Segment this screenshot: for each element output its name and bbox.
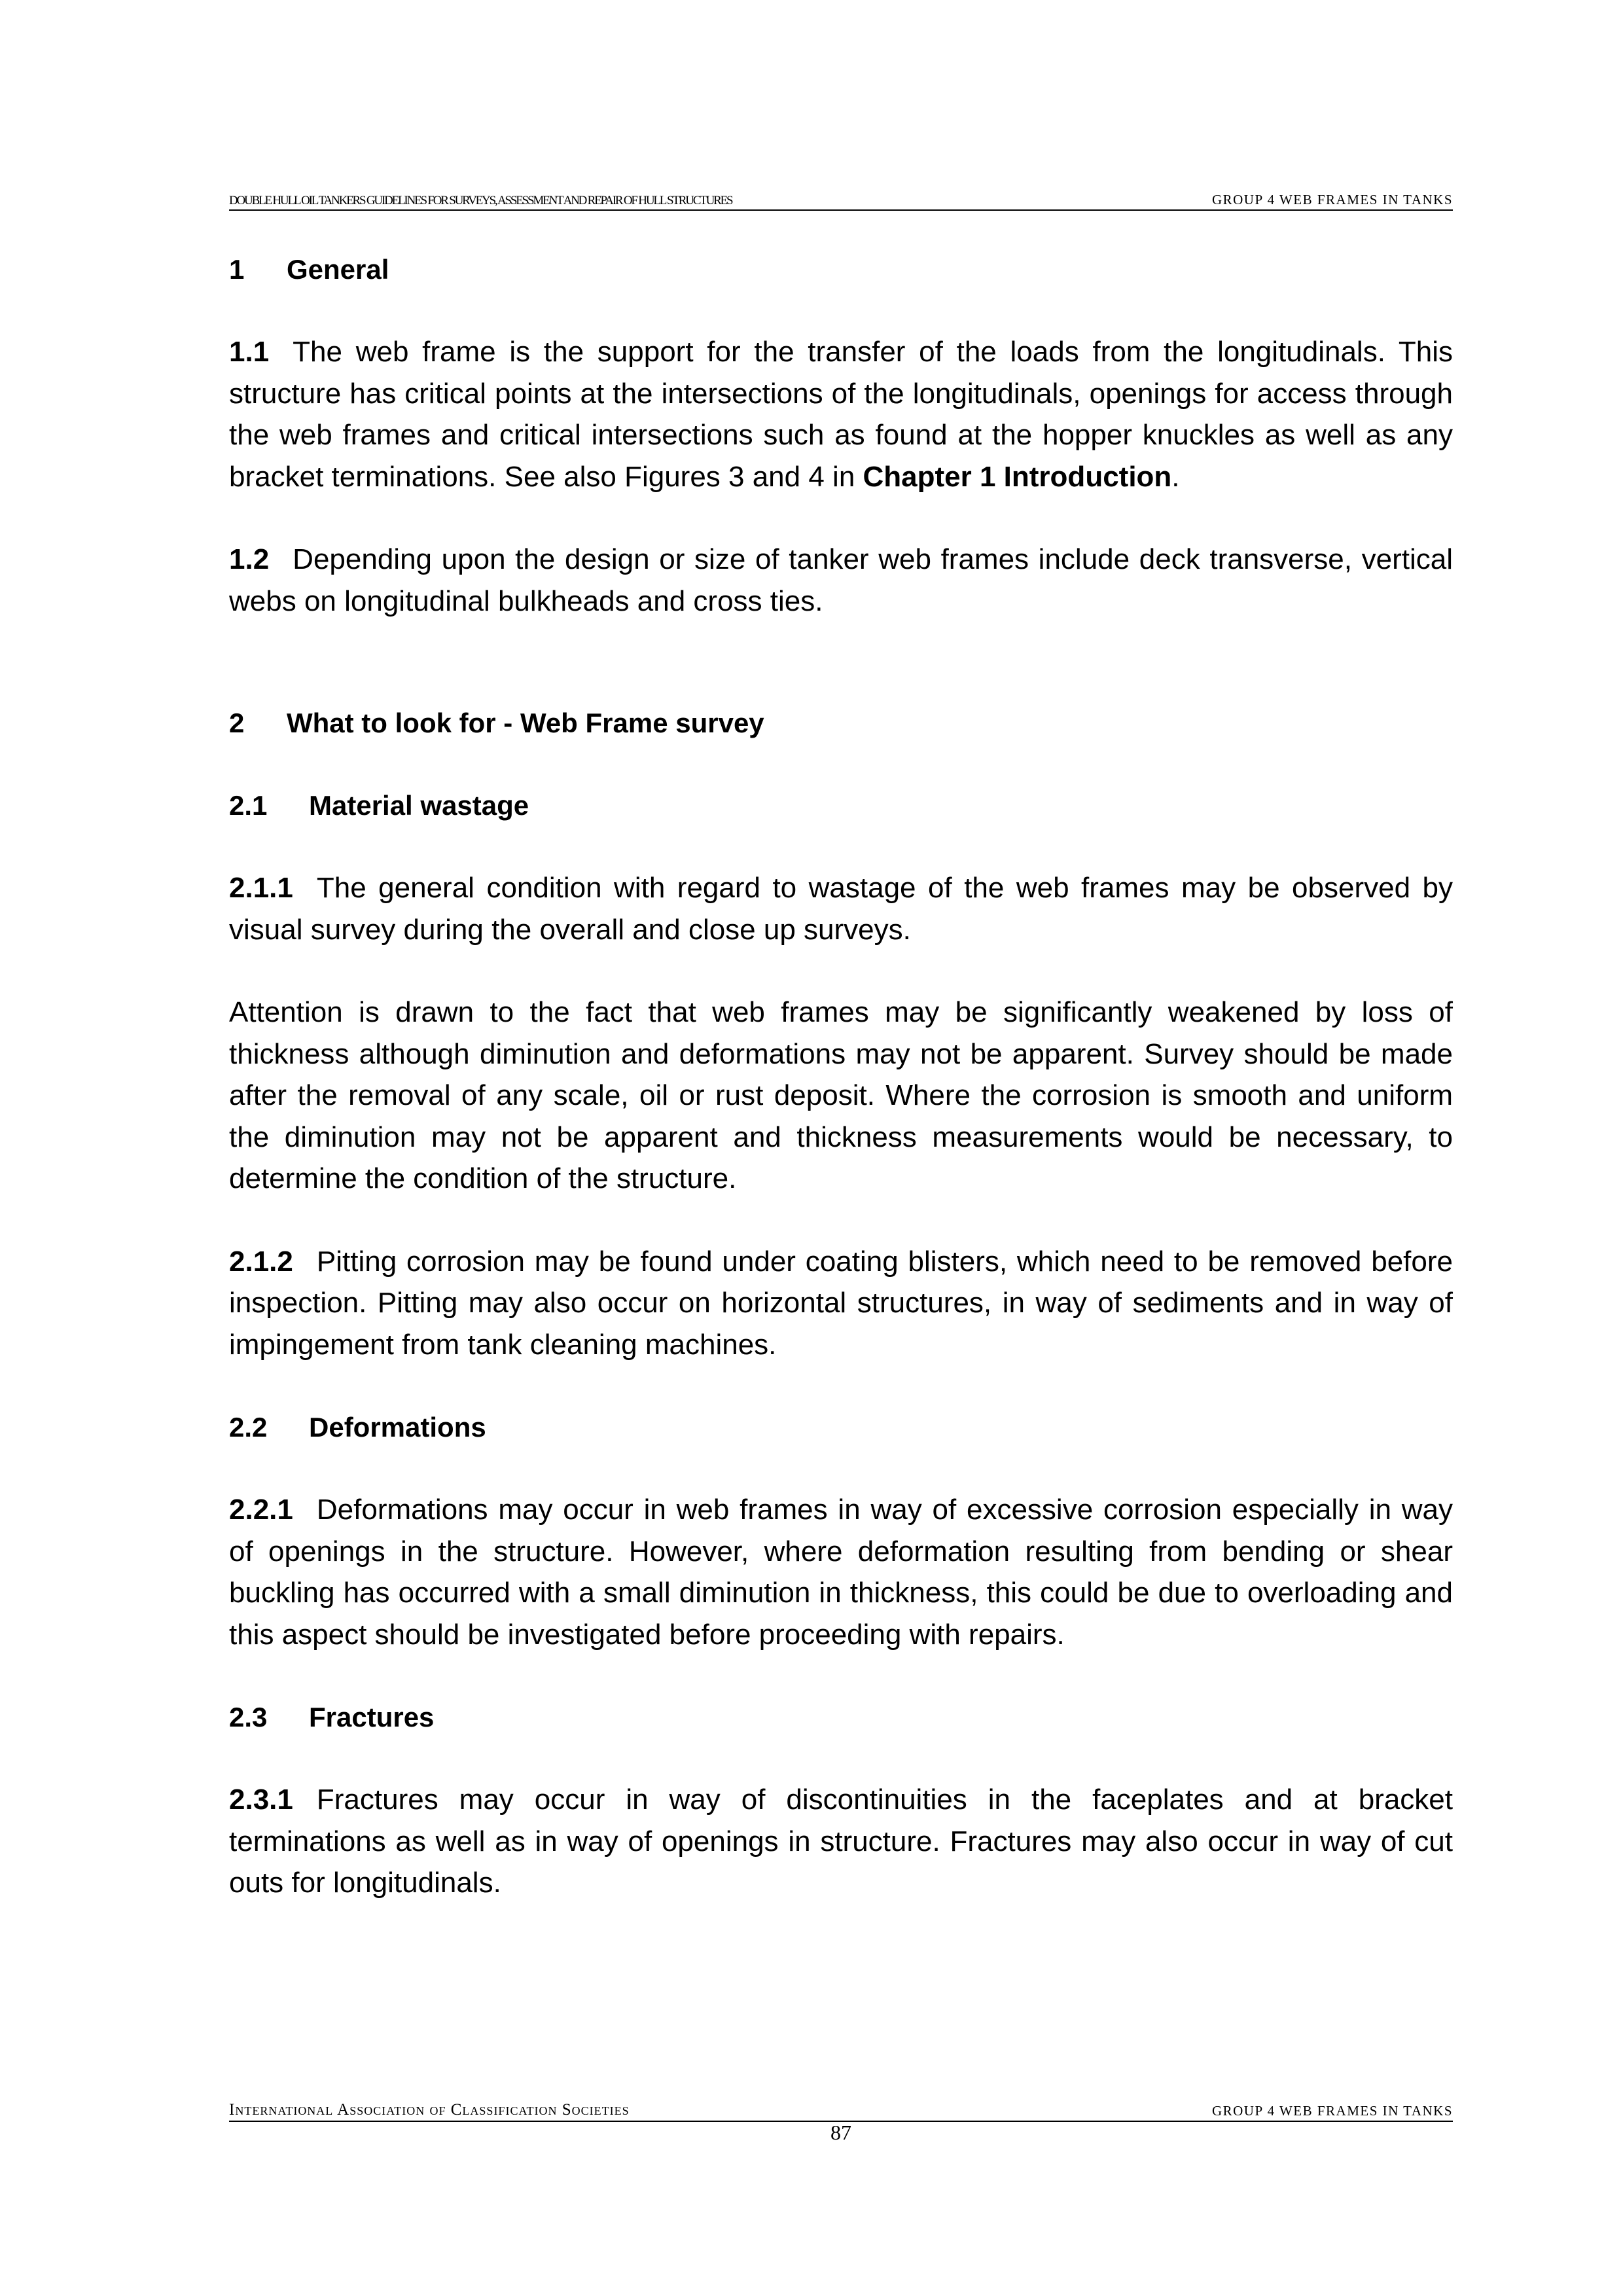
paragraph-number: 2.1.1 (229, 872, 293, 904)
section-title: What to look for - Web Frame survey (287, 708, 764, 738)
paragraph-number: 2.2.1 (229, 1494, 293, 1526)
section-heading-1 (229, 249, 1453, 291)
paragraph-number: 1.1 (229, 336, 270, 368)
footer-organization: International Association of Classification Societies (229, 2101, 630, 2119)
subsection-title: Fractures (309, 1702, 435, 1732)
page-footer (229, 2101, 1453, 2122)
paragraph-text: Depending upon the design or size of tanker web frames include deck transverse, vertical webs on longitudinal bulkheads and cross ties. (229, 543, 1453, 617)
paragraph-text: Attention is drawn to the fact that web frames may be significantly weakened by loss of thickness although diminution and deformations may not be apparent. Survey should be made after the removal of any scale, oil or rust deposit. Where the corrosion is smooth and uniform the diminution may not be apparent and thickness measurements would be necessary, to determine the condition of the structure. (229, 996, 1453, 1194)
paragraph-number: 2.3.1 (229, 1784, 293, 1816)
subsection-title: Deformations (309, 1412, 486, 1443)
header-title: DOUBLE HULL OIL TANKERS GUIDELINES FOR SURVEYS, ASSESSMENT AND REPAIR OF HULL STRUCTURES (229, 194, 732, 207)
section-heading-2 (229, 702, 1453, 744)
section-number: 1 (229, 254, 245, 285)
paragraph-2-1-1-continued (229, 992, 1453, 1200)
footer-section: GROUP 4 WEB FRAMES IN TANKS (1211, 2103, 1453, 2119)
header-section: GROUP 4 WEB FRAMES IN TANKS (1211, 192, 1453, 207)
subsection-number: 2.2 (229, 1412, 268, 1443)
paragraph-text: Pitting corrosion may be found under coating blisters, which need to be removed before inspection. Pitting may also occur on horizontal structures, in way of sediments and in way of impingement from tank cleaning machines. (229, 1245, 1453, 1361)
subsection-number: 2.3 (229, 1702, 268, 1732)
paragraph-text: The general condition with regard to wastage of the web frames may be observed by visual survey during the overall and close up surveys. (229, 872, 1453, 946)
paragraph-1-2 (229, 539, 1453, 622)
paragraph-2-1-2 (229, 1241, 1453, 1366)
section-number: 2 (229, 708, 245, 738)
subsection-title: Material wastage (309, 790, 529, 821)
subsection-number: 2.1 (229, 790, 268, 821)
paragraph-number: 2.1.2 (229, 1245, 293, 1278)
document-page (229, 183, 1453, 2160)
page-header (229, 190, 1453, 211)
paragraph-2-3-1 (229, 1779, 1453, 1904)
paragraph-end: . (1171, 460, 1180, 493)
section-title: General (287, 254, 389, 285)
subsection-heading-2-1 (229, 785, 1453, 827)
subsection-heading-2-3 (229, 1696, 1453, 1738)
subsection-heading-2-2 (229, 1407, 1453, 1448)
paragraph-text: The web frame is the support for the transfer of the loads from the longitudinals. This structure has critical points at the intersections of the longitudinals, openings for access through the web frames and critical intersections such as found at the hopper knuckles as well as any bracket terminations. See also Figures 3 and 4 in (229, 336, 1453, 493)
page-number: 87 (830, 2121, 851, 2144)
paragraph-2-1-1 (229, 867, 1453, 950)
paragraph-text: Fractures may occur in way of discontinuities in the faceplates and at bracket terminations as well as in way of openings in structure. Fractures may also occur in way of cut outs for longitudinals. (229, 1784, 1453, 1899)
document-body (229, 249, 1453, 1945)
chapter-reference: Chapter 1 Introduction (863, 460, 1172, 493)
paragraph-text: Deformations may occur in web frames in way of excessive corrosion especially in way of openings in the structure. However, where deformation resulting from bending or shear buckling has occurred with a small diminution in thickness, this could be due to overloading and this aspect should be investigated before proceeding with repairs. (229, 1494, 1453, 1651)
paragraph-2-2-1 (229, 1489, 1453, 1655)
paragraph-number: 1.2 (229, 543, 270, 575)
paragraph-1-1 (229, 331, 1453, 497)
